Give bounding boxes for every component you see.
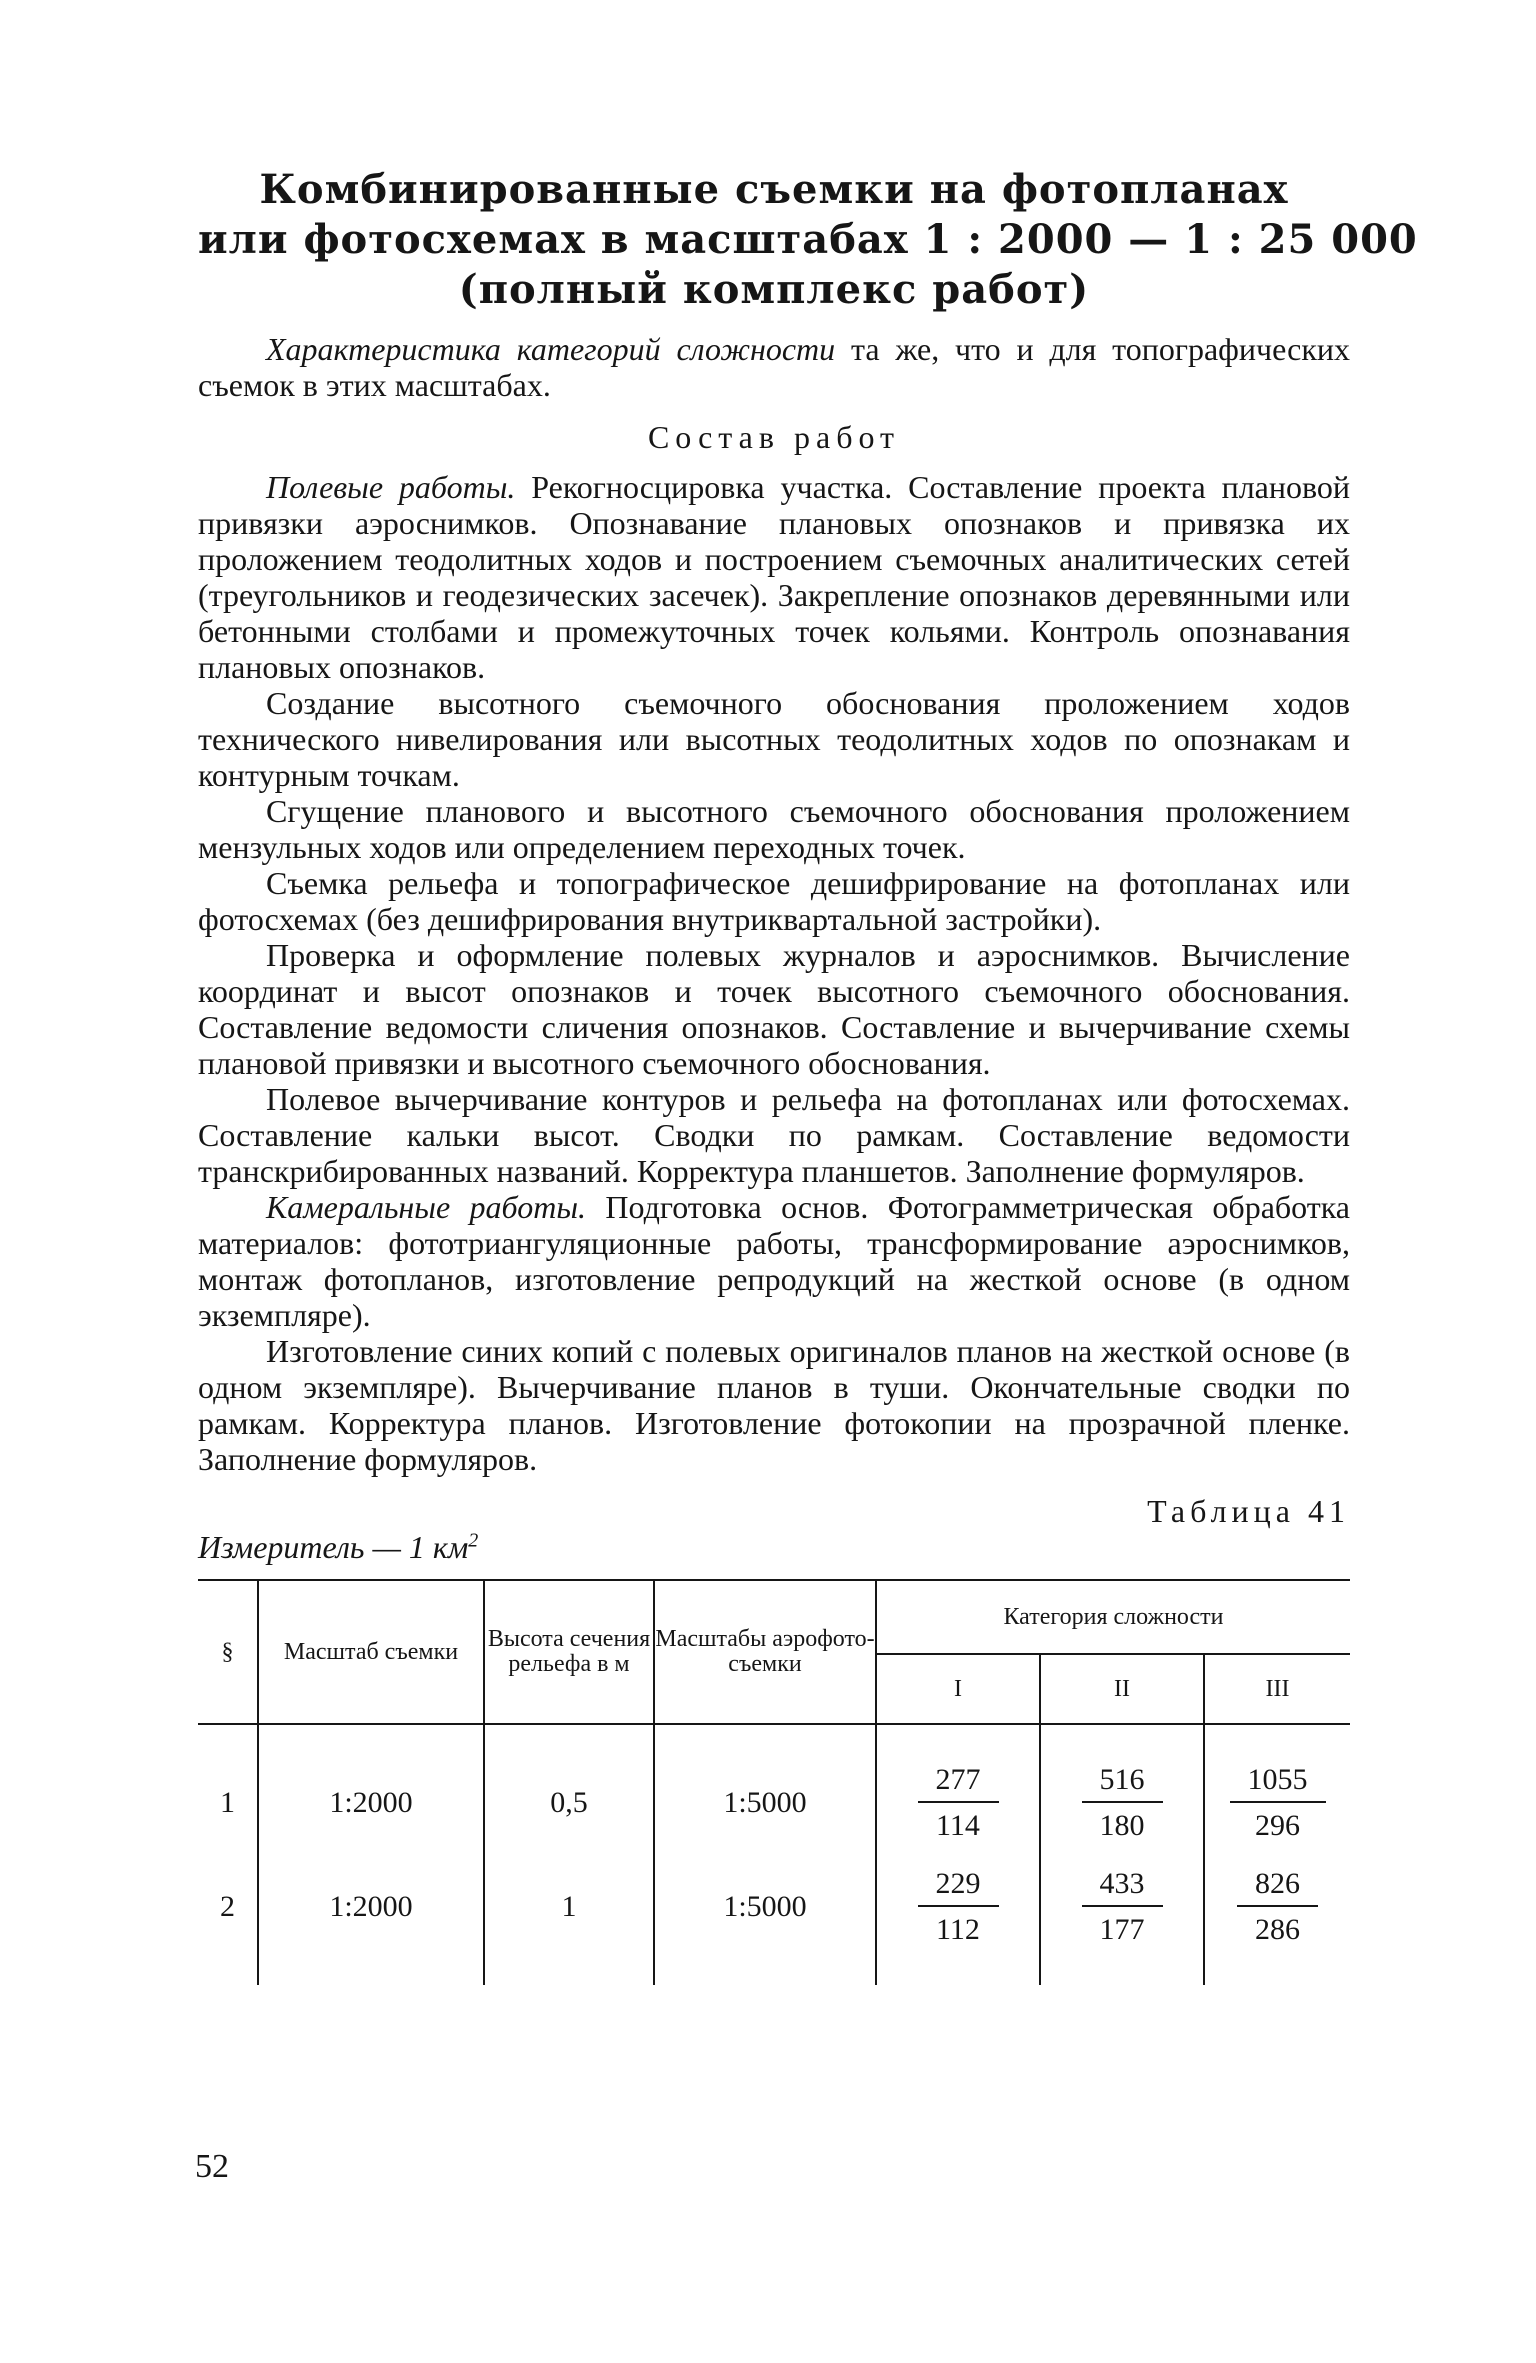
fraction-numerator: 433 [1082, 1867, 1163, 1907]
fraction-denominator: 114 [936, 1809, 980, 1842]
table-caption [198, 1493, 1350, 1569]
office-works-paragraph-2: Изготовление синих копий с полевых оригиналов планов на жесткой основе (в одном экземпляре). Вычерчивание планов в туши. Окончательные сводки по рамкам. Корректура планов. Изготовление фотокопии на прозрачной пленке. Заполнение формуляров. [198, 1333, 1350, 1477]
cell-aerial-scale: 1:5000 [654, 1751, 876, 1855]
field-works-lead: Полевые работы. [266, 469, 516, 505]
fraction-numerator: 229 [918, 1867, 999, 1907]
cell-category-2 [1040, 1855, 1204, 1959]
cell-number: 1 [220, 1786, 235, 1819]
field-works-paragraph-6: Полевое вычерчивание контуров и рельефа на фотопланах или фотосхемах. Составление кальки высот. Сводки по рамкам. Составление ведомости транскрибированных названий. Корректура планшетов. Заполнение формуляров. [198, 1081, 1350, 1189]
fraction-denominator: 112 [936, 1913, 980, 1946]
table-row [198, 1751, 1350, 1855]
header-aerial-scale: Масштабы аэрофото-съемки [654, 1580, 876, 1724]
table-number: Таблица 41 [1147, 1493, 1350, 1529]
header-section: § [198, 1580, 258, 1724]
office-works-text-1: Подготовка основ. Фотограмметрическая обработка материалов: фототриангуляционные работы, трансформирование аэроснимков, монтаж фотопланов, изготовление репродукций на жесткой основе (в одном экземпляре). [198, 1189, 1350, 1333]
cell-aerial-scale: 1:5000 [654, 1855, 876, 1959]
office-works-lead: Камеральные работы. [266, 1189, 586, 1225]
field-works-paragraph-1 [198, 469, 1350, 685]
page-title [198, 165, 1418, 315]
cell-scale: 1:2000 [258, 1855, 484, 1959]
field-works-paragraph-2: Создание высотного съемочного обоснования проложением ходов технического нивелирования или высотных теодолитных ходов по опознакам и контурным точкам. [198, 685, 1350, 793]
table-meter-sup: 2 [468, 1529, 479, 1552]
intro-paragraph [198, 331, 1350, 403]
cell-contour: 0,5 [484, 1751, 654, 1855]
table-meter [198, 1529, 478, 1566]
fraction-denominator: 296 [1255, 1809, 1300, 1842]
page-number: 52 [195, 2148, 229, 2185]
fraction-numerator: 277 [918, 1763, 999, 1803]
header-category: Категория сложности [876, 1580, 1350, 1654]
fraction-numerator: 1055 [1230, 1763, 1326, 1803]
table-meter-text: Измеритель — 1 км [198, 1529, 469, 1565]
field-works-paragraph-5: Проверка и оформление полевых журналов и аэроснимков. Вычисление координат и высот опознаков и точек высотного съемочного обоснования. Составление ведомости сличения опознаков. Составление и вычерчивание схемы плановой привязки и высотного съемочного обоснования. [198, 937, 1350, 1081]
header-category-3: III [1204, 1654, 1350, 1724]
title-line-3: (полный комплекс работ) [458, 266, 1090, 313]
cell-category-1 [876, 1751, 1040, 1855]
title-line-2: или фотосхемах в масштабах 1 : 2000 — 1 : 25 000 [198, 216, 1418, 263]
fraction-numerator: 516 [1082, 1763, 1163, 1803]
field-works-paragraph-4: Съемка рельефа и топографическое дешифрирование на фотопланах или фотосхемах (без дешифрирования внутриквартальной застройки). [198, 865, 1350, 937]
field-works-text-1: Рекогносцировка участка. Составление проекта плановой привязки аэроснимков. Опознавание плановых опознаков и привязка их проложением теодолитных ходов и построением съемочных аналитических сетей (треугольников и геодезических засечек). Закрепление опознаков деревянными или бетонными столбами и промежуточных точек кольями. Контроль опознавания плановых опознаков. [198, 469, 1351, 685]
fraction-denominator: 177 [1099, 1913, 1145, 1946]
office-works-paragraph-1 [198, 1189, 1350, 1333]
cell-number: 2 [220, 1890, 235, 1923]
cell-category-3 [1204, 1751, 1350, 1855]
cell-contour: 1 [484, 1855, 654, 1959]
header-scale: Масштаб съемки [258, 1580, 484, 1724]
table-row [198, 1855, 1350, 1959]
section-heading: Состав работ [647, 419, 901, 455]
cell-category-1 [876, 1855, 1040, 1959]
norms-table [198, 1579, 1350, 1985]
field-works-paragraph-3: Сгущение планового и высотного съемочного обоснования проложением мензульных ходов или определением переходных точек. [198, 793, 1350, 865]
cell-category-2 [1040, 1751, 1204, 1855]
document-page [198, 165, 1418, 1985]
fraction-denominator: 286 [1255, 1913, 1300, 1946]
header-category-1: I [876, 1654, 1040, 1724]
header-category-2: II [1040, 1654, 1204, 1724]
header-contour: Высота сечения рельефа в м [484, 1580, 654, 1724]
fraction-denominator: 180 [1099, 1809, 1145, 1842]
title-line-1: Комбинированные съемки на фотопланах [259, 166, 1289, 213]
cell-scale: 1:2000 [258, 1751, 484, 1855]
intro-rest: та же, что и для топографических съемок в этих масштабах. [198, 331, 1350, 403]
cell-category-3 [1204, 1855, 1350, 1959]
intro-lead: Характеристика категорий сложности [266, 331, 836, 367]
fraction-numerator: 826 [1237, 1867, 1318, 1907]
